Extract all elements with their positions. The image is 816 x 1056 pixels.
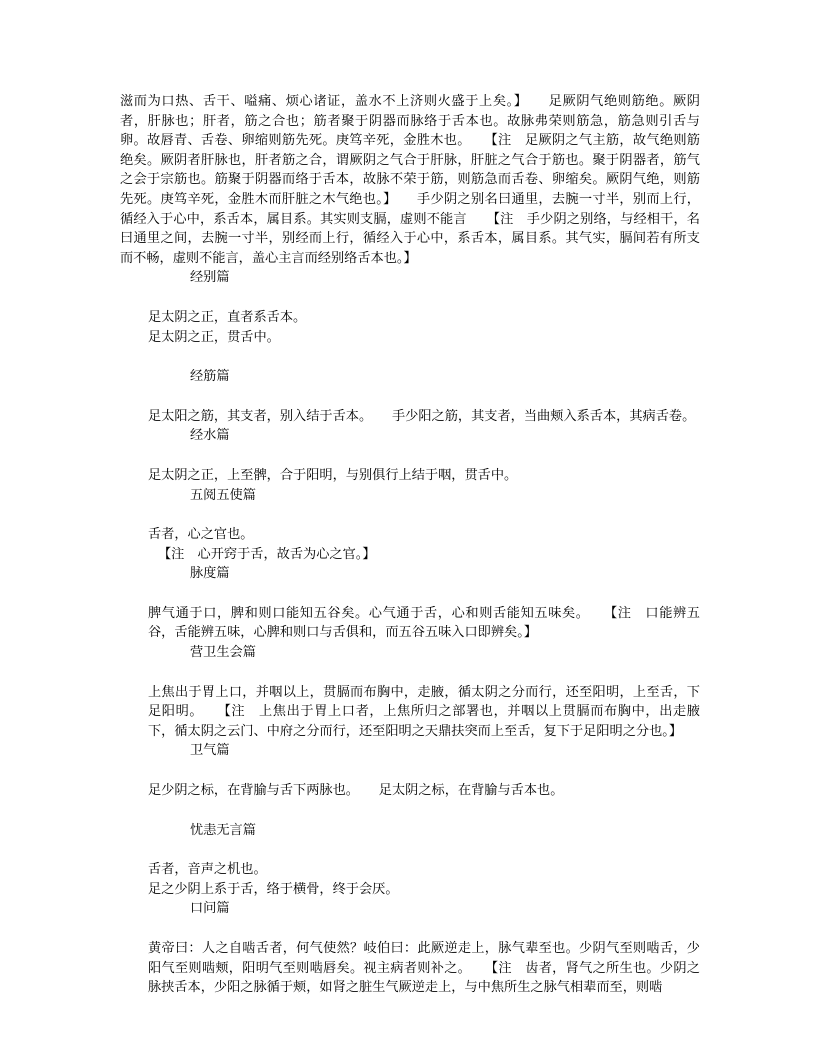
body-paragraph: 足少阴之标，在背腧与舌下两脉也。 足太阴之标，在背腧与舌本也。: [148, 783, 564, 799]
section-heading: 口问篇: [190, 901, 230, 917]
section-spacer: [120, 840, 700, 860]
section-spacer: [120, 663, 700, 683]
section-heading: 经筋篇: [190, 369, 230, 385]
body-paragraph: 足之少阴上系于舌，络于横骨，终于会厌。: [148, 881, 399, 897]
annotation-note: 【注 心开窍于舌，故舌为心之官。】: [158, 546, 376, 562]
section-heading: 脉度篇: [190, 566, 230, 582]
section-spacer: [120, 761, 700, 781]
section-heading: 经别篇: [190, 270, 230, 286]
body-paragraph: 舌者，音声之机也。: [148, 862, 267, 878]
body-paragraph: 上焦出于胃上口，并咽以上，贯膈而布胸中，走腋，循太阴之分而行，还至阳明，上至舌，下足阳明。 【注 上焦出于胃上口者，上焦所归之部署也，并咽以上贯膈而布胸中，出走腋下，循太阴之云门、中府之分而行，还至阳明之天鼎扶突而上至舌，复下于足阳明之分也。】: [148, 684, 700, 739]
body-paragraph: 足太阴之正，贯舌中。: [148, 329, 280, 345]
section-spacer: [120, 801, 700, 821]
document-page: [120, 92, 700, 998]
section-spacer: [120, 919, 700, 939]
section-spacer: [120, 446, 700, 466]
section-spacer: [120, 387, 700, 407]
section-heading: 经水篇: [190, 428, 230, 444]
body-paragraph: 舌者，心之官也。: [148, 527, 254, 543]
section-spacer: [120, 505, 700, 525]
body-paragraph: 脾气通于口，脾和则口能知五谷矣。心气通于舌，心和则舌能知五味矣。 【注 口能辨五谷，舌能辨五味，心脾和则口与舌俱和，而五谷五味入口即辨矣。】: [148, 605, 700, 641]
section-heading: 五阅五使篇: [190, 487, 256, 503]
body-paragraph: 足太阴之正，上至髀，合于阳明，与别俱行上结于咽，贯舌中。: [148, 467, 518, 483]
section-spacer: [120, 347, 700, 367]
body-paragraph: 黄帝曰：人之自啮舌者，何气使然？岐伯曰：此厥逆走上，脉气辈至也。少阴气至则啮舌，少阳气至则啮颊，阳明气至则啮唇矣。视主病者则补之。 【注 齿者，肾气之所生也。少阴之脉挟舌本，少阳之脉循于颊，如肾之脏生气厥逆走上，与中焦所生之脉气相辈而至，则啮: [148, 941, 700, 996]
body-paragraph: 足太阳之筋，其支者，别入结于舌本。 手少阳之筋，其支者，当曲颊入系舌本，其病舌卷。: [148, 408, 696, 424]
section-spacer: [120, 288, 700, 308]
section-spacer: [120, 584, 700, 604]
body-paragraph: 滋而为口热、舌干、嗌痛、烦心诸证，盖水不上济则火盛于上矣。】 足厥阴气绝则筋绝。厥阴者，肝脉也；肝者，筋之合也；筋者聚于阴器而脉络于舌本也。故脉弗荣则筋急，筋急则引舌与卵。故唇青、舌卷、卵缩则筋先死。庚笃辛死，金胜木也。 【注 足厥阴之气主筋，故气绝则筋绝矣。厥阴者肝脉也，肝者筋之合，谓厥阴之气合于肝脉，肝脏之气合于筋也。聚于阴器者，筋气之会于宗筋也。筋聚于阴器而络于舌本，故脉不荣于筋，则筋急而舌卷、卵缩矣。厥阴气绝，则筋先死。庚笃辛死，金胜木而肝脏之木气绝也。】 手少阴之别名曰通里，去腕一寸半，别而上行，循经入于心中，系舌本，属目系。其实则支膈，虚则不能言 【注 手少阴之别络，与经相干，名曰通里之间，去腕一寸半，别经而上行，循经入于心中，系舌本，属目系。其气实，膈间若有所支而不畅，虚则不能言，盖心主言而经别络舌本也。】: [120, 94, 700, 266]
body-paragraph: 足太阴之正，直者系舌本。: [148, 309, 307, 325]
section-heading: 忧恚无言篇: [190, 822, 256, 838]
section-heading: 营卫生会篇: [190, 645, 256, 661]
section-heading: 卫气篇: [190, 743, 230, 759]
